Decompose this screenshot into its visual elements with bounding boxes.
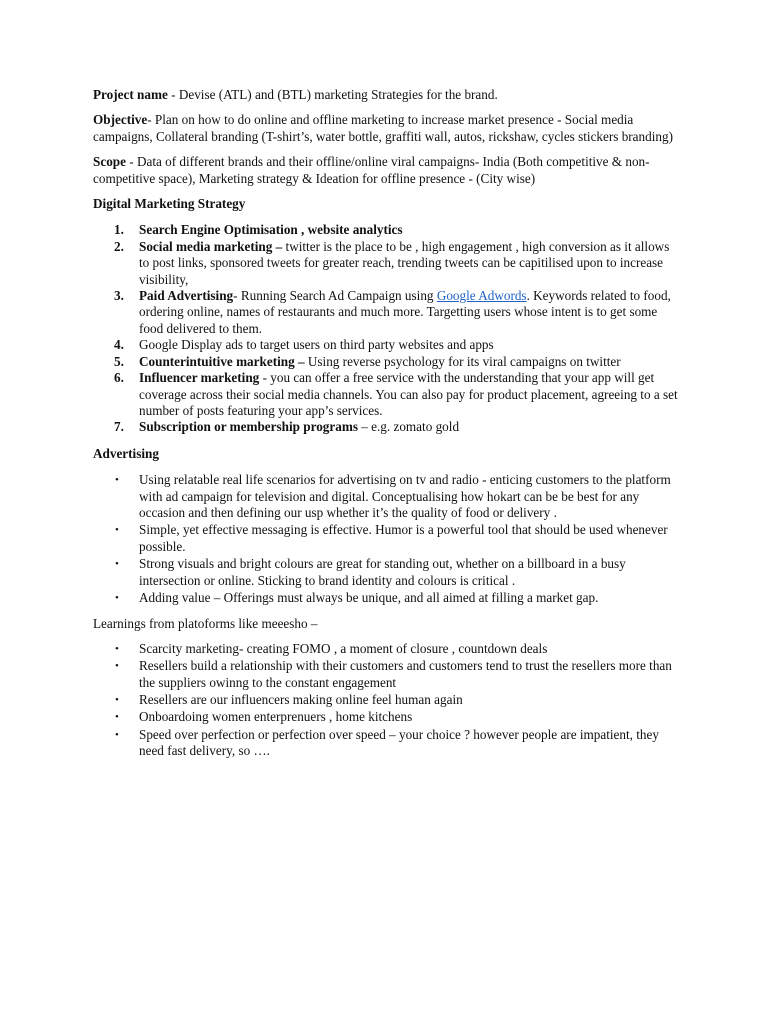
list-number: 5. [114, 353, 124, 369]
project-name-paragraph [93, 87, 678, 103]
item-label: Influencer marketing [139, 370, 260, 386]
digital-marketing-heading: Digital Marketing Strategy [93, 196, 246, 212]
item-text: - you can offer a free service with the understanding that your app will get coverage across their social media channels. You can also pay for product placement, agreeing to a set number of posts featuring your app’s services. [139, 370, 678, 418]
google-adwords-link[interactable]: Google Adwords [436, 288, 527, 304]
scope-label: Scope [93, 154, 126, 170]
bullet-text: Simple, yet effective messaging is effective. Humor is a powerful tool that should be used whenever possible. [139, 522, 668, 554]
list-number: 6. [114, 370, 124, 386]
item-text: twitter is the place to be , high engagement , high conversion as it allows to post links, sponsored tweets for greater reach, trending tweets can be capitilised upon to increase visibility, [139, 238, 670, 287]
item-text: Using reverse psychology for its viral campaigns on twitter [304, 353, 621, 369]
list-item [93, 337, 678, 353]
bullet-icon: • [115, 694, 119, 706]
list-number: 1. [114, 222, 124, 238]
bullet-text: Speed over perfection or perfection over speed – your choice ? however people are impatient, they need fast delivery, so …. [139, 726, 659, 759]
bullet-icon: • [115, 728, 119, 741]
bullet-item [93, 709, 678, 725]
item-text: - Running Search Ad Campaign using [233, 288, 437, 304]
advertising-list [93, 472, 678, 606]
bullet-icon: • [115, 558, 119, 571]
item-label: Paid Advertising [139, 288, 234, 304]
list-number: 4. [114, 337, 124, 353]
list-item [93, 288, 678, 337]
bullet-icon: • [115, 660, 119, 673]
bullet-item [93, 556, 678, 589]
project-name-label: Project name [93, 87, 168, 102]
scope-text: - Data of different brands and their offline/online viral campaigns- India (Both competitive & non-competitive space), Marketing strategy & Ideation for offline presence - (City wise) [93, 154, 650, 186]
item-label: Counterintuitive marketing – [139, 353, 305, 369]
bullet-item [93, 692, 678, 708]
bullet-icon: • [115, 711, 119, 724]
item-text: . Keywords related to food, ordering online, names of restaurants and much more. Targetting users whose intent is to get some food delivered to them. [139, 288, 671, 336]
project-name-text: - Devise (ATL) and (BTL) marketing Strategies for the brand. [167, 87, 498, 102]
list-number: 3. [114, 288, 124, 304]
item-label: Search Engine Optimisation , website analytics [139, 222, 403, 238]
bullet-text: Onboardoing women enterprenuers , home kitchens [139, 709, 413, 725]
item-text: Google Display ads to target users on third party websites and apps [139, 337, 494, 353]
list-item [93, 354, 678, 370]
bullet-text: Using relatable real life scenarios for advertising on tv and radio - enticing customers to the platform with ad campaign for television and digital. Conceptualising how hokart can be be best for any occasion and then defining our usp whether it’s the quality of food or delivery . [139, 472, 671, 520]
bullet-icon: • [115, 642, 119, 655]
document-page [93, 87, 678, 770]
item-label: Subscription or membership programs [139, 419, 358, 435]
bullet-item [93, 727, 678, 760]
item-text: – e.g. zomato gold [357, 419, 460, 435]
bullet-text: Resellers build a relationship with their customers and customers tend to trust the resellers more than the suppliers owinng to the constant engagement [139, 658, 672, 690]
bullet-text: Resellers are our influencers making online feel human again [139, 692, 463, 707]
item-label: Social media marketing – [139, 238, 283, 254]
list-number: 7. [114, 419, 124, 435]
bullet-icon: • [115, 474, 119, 487]
objective-paragraph [93, 112, 678, 145]
bullet-item [93, 590, 678, 606]
list-item [93, 222, 678, 238]
learnings-list [93, 641, 678, 760]
advertising-heading: Advertising [93, 445, 159, 461]
bullet-icon: • [115, 524, 119, 537]
bullet-item [93, 641, 678, 657]
objective-label: Objective [93, 112, 148, 128]
digital-marketing-list [93, 222, 678, 435]
list-item [93, 239, 678, 288]
list-item [93, 370, 678, 419]
bullet-item [93, 472, 678, 521]
list-item [93, 419, 678, 435]
list-number: 2. [114, 238, 124, 254]
bullet-text: Scarcity marketing- creating FOMO , a moment of closure , countdown deals [139, 640, 548, 656]
bullet-text: Strong visuals and bright colours are great for standing out, whether on a billboard in a busy intersection or online. Sticking to brand identity and colours is critical . [139, 556, 626, 588]
bullet-text: Adding value – Offerings must always be unique, and all aimed at filling a market gap. [139, 589, 599, 605]
objective-text: - Plan on how to do online and offline marketing to increase market presence - Social media campaigns, Collateral branding (T-shirt’s, water bottle, graffiti wall, autos, rickshaw, cycles stickers branding) [93, 112, 673, 144]
bullet-item [93, 658, 678, 691]
bullet-item [93, 522, 678, 555]
learnings-intro: Learnings from platoforms like meeesho – [93, 616, 318, 632]
bullet-icon: • [115, 591, 119, 604]
scope-paragraph [93, 154, 678, 187]
